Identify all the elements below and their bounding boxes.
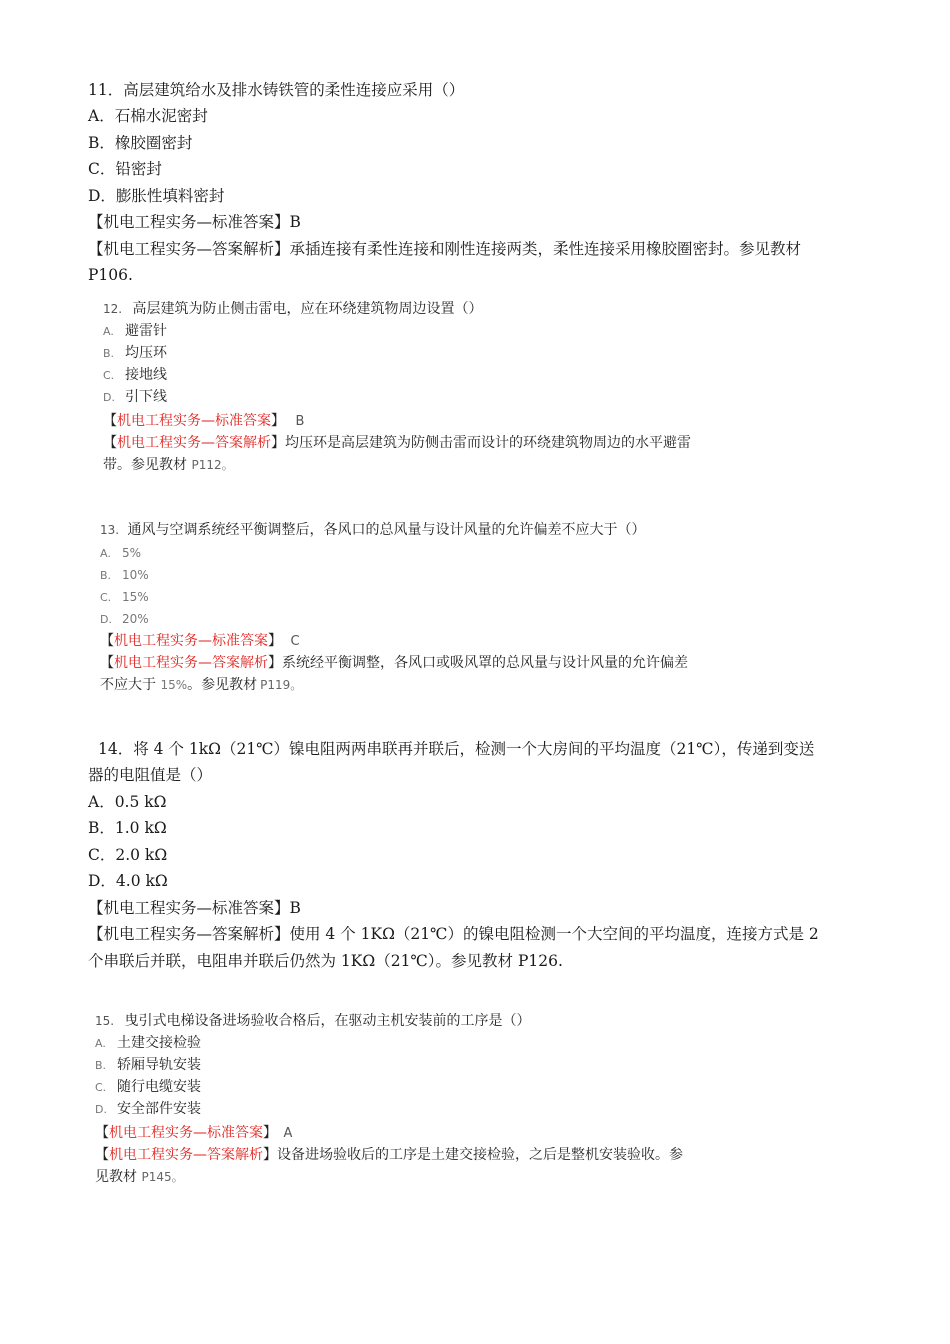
option-b: B．1.0 kΩ: [88, 819, 167, 837]
option-text: 土建交接检验: [117, 1035, 201, 1051]
option-b: [95, 1056, 201, 1075]
bracket-close: 】: [263, 1125, 277, 1141]
option-letter: A.: [103, 325, 114, 338]
standard-answer: 【机电工程实务—标准答案】B: [88, 213, 301, 231]
page-reference: P119。: [260, 678, 303, 692]
question-number: 12.: [103, 302, 123, 316]
option-text: 引下线: [125, 389, 167, 405]
option-letter: C.: [103, 369, 115, 382]
option-a: A．石棉水泥密封: [88, 107, 208, 125]
analysis-text: 设备进场验收后的工序是土建交接检验，之后是整机安装验收。参: [277, 1147, 683, 1163]
option-a: [100, 544, 141, 563]
option-letter: A.: [95, 1037, 106, 1050]
bracket-open: 【: [100, 633, 114, 649]
question-stem-row: [100, 521, 646, 539]
option-d: [103, 388, 167, 407]
standard-answer: [103, 412, 304, 431]
page-reference: P112。: [191, 458, 234, 472]
analysis-text: 不应大于: [100, 677, 156, 693]
question-number: 13.: [100, 523, 120, 537]
bracket-close: 】: [268, 655, 282, 671]
answer-value: A: [283, 1126, 293, 1141]
analysis-text: 。参见教材: [187, 677, 258, 693]
option-d: D．膨胀性填料密封: [88, 187, 225, 205]
option-a: [95, 1034, 201, 1053]
option-text: 避雷针: [125, 323, 167, 339]
question-number: 15.: [95, 1014, 115, 1028]
analysis-label: 机电工程实务—答案解析: [109, 1147, 263, 1163]
answer-label: 机电工程实务—标准答案: [109, 1125, 263, 1141]
answer-analysis-cont: 个串联后并联，电阻串并联后仍然为 1KΩ（21℃）。参见教材 P126.: [88, 952, 563, 970]
answer-analysis-cont: P106.: [88, 266, 133, 284]
standard-answer: [100, 632, 300, 651]
analysis-text: 带。参见教材: [103, 457, 187, 473]
option-text: 5%: [122, 546, 142, 560]
percent-value: 15%: [160, 678, 188, 692]
analysis-text: 系统经平衡调整，各风口或吸风罩的总风量与设计风量的允许偏差: [282, 655, 688, 671]
analysis-label: 机电工程实务—答案解析: [114, 655, 268, 671]
option-letter: A.: [100, 547, 111, 560]
option-c: [103, 366, 167, 385]
bracket-open: 【: [95, 1125, 109, 1141]
question-stem-cont: 器的电阻值是（）: [88, 766, 213, 784]
analysis-text: 均压环是高层建筑为防侧击雷而设计的环绕建筑物周边的水平避雷: [285, 435, 691, 451]
answer-analysis: [95, 1146, 683, 1164]
option-letter: D.: [103, 391, 115, 404]
standard-answer: 【机电工程实务—标准答案】B: [88, 899, 301, 917]
question-stem: 曳引式电梯设备进场验收合格后，在驱动主机安装前的工序是（）: [124, 1013, 531, 1029]
option-b: [100, 566, 149, 585]
option-b: [103, 344, 167, 363]
standard-answer: [95, 1124, 292, 1143]
option-text: 20%: [122, 612, 149, 626]
bracket-close: 】: [271, 413, 285, 429]
option-letter: C.: [100, 591, 112, 604]
option-text: 随行电缆安装: [117, 1079, 201, 1095]
answer-analysis-cont: [103, 456, 234, 474]
answer-analysis: [103, 434, 691, 452]
answer-analysis-cont: [100, 676, 302, 694]
option-text: 安全部件安装: [117, 1101, 201, 1117]
option-c: [100, 588, 149, 607]
option-text: 均压环: [125, 345, 167, 361]
option-text: 轿厢导轨安装: [117, 1057, 201, 1073]
option-letter: B.: [100, 569, 112, 582]
option-letter: B.: [103, 347, 115, 360]
analysis-label: 机电工程实务—答案解析: [117, 435, 271, 451]
option-letter: B.: [95, 1059, 107, 1072]
option-letter: D.: [100, 613, 112, 626]
answer-value: C: [290, 634, 300, 649]
option-a: [103, 322, 167, 341]
option-text: 10%: [122, 568, 149, 582]
question-stem: 高层建筑为防止侧击雷电，应在环绕建筑物周边设置（）: [132, 301, 483, 317]
answer-analysis: [100, 654, 688, 672]
bracket-close: 】: [263, 1147, 277, 1163]
question-stem-row: [103, 300, 483, 318]
answer-analysis: 【机电工程实务—答案解析】承插连接有柔性连接和刚性连接两类，柔性连接采用橡胶圈密封。参见教材: [88, 240, 802, 258]
answer-analysis: 【机电工程实务—答案解析】使用 4 个 1KΩ（21℃）的镍电阻检测一个大空间的平均温度，连接方式是 2: [88, 925, 819, 943]
question-stem-row: [95, 1012, 531, 1030]
answer-analysis-cont: [95, 1168, 184, 1186]
bracket-close: 】: [271, 435, 285, 451]
question-stem: 14．将 4 个 1kΩ（21℃）镍电阻两两串联再并联后，检测一个大房间的平均温度（21℃），传递到变送: [98, 740, 815, 758]
analysis-text: 见教材: [95, 1169, 137, 1185]
question-stem: 11．高层建筑给水及排水铸铁管的柔性连接应采用（）: [88, 81, 465, 99]
bracket-open: 【: [103, 435, 117, 451]
option-letter: C.: [95, 1081, 107, 1094]
question-stem: 通风与空调系统经平衡调整后，各风口的总风量与设计风量的允许偏差不应大于（）: [127, 522, 646, 538]
answer-label: 机电工程实务—标准答案: [114, 633, 268, 649]
option-c: C．2.0 kΩ: [88, 846, 168, 864]
option-a: A．0.5 kΩ: [88, 793, 167, 811]
option-d: D．4.0 kΩ: [88, 872, 168, 890]
option-text: 接地线: [125, 367, 167, 383]
option-c: C．铅密封: [88, 160, 162, 178]
page-reference: P145。: [141, 1170, 184, 1184]
bracket-open: 【: [95, 1147, 109, 1163]
option-letter: D.: [95, 1103, 107, 1116]
option-text: 15%: [122, 590, 149, 604]
option-b: B．橡胶圈密封: [88, 134, 193, 152]
option-c: [95, 1078, 201, 1097]
option-d: [100, 610, 149, 629]
answer-label: 机电工程实务—标准答案: [117, 413, 271, 429]
answer-value: B: [295, 414, 305, 429]
bracket-close: 】: [268, 633, 282, 649]
bracket-open: 【: [100, 655, 114, 671]
option-d: [95, 1100, 201, 1119]
bracket-open: 【: [103, 413, 117, 429]
